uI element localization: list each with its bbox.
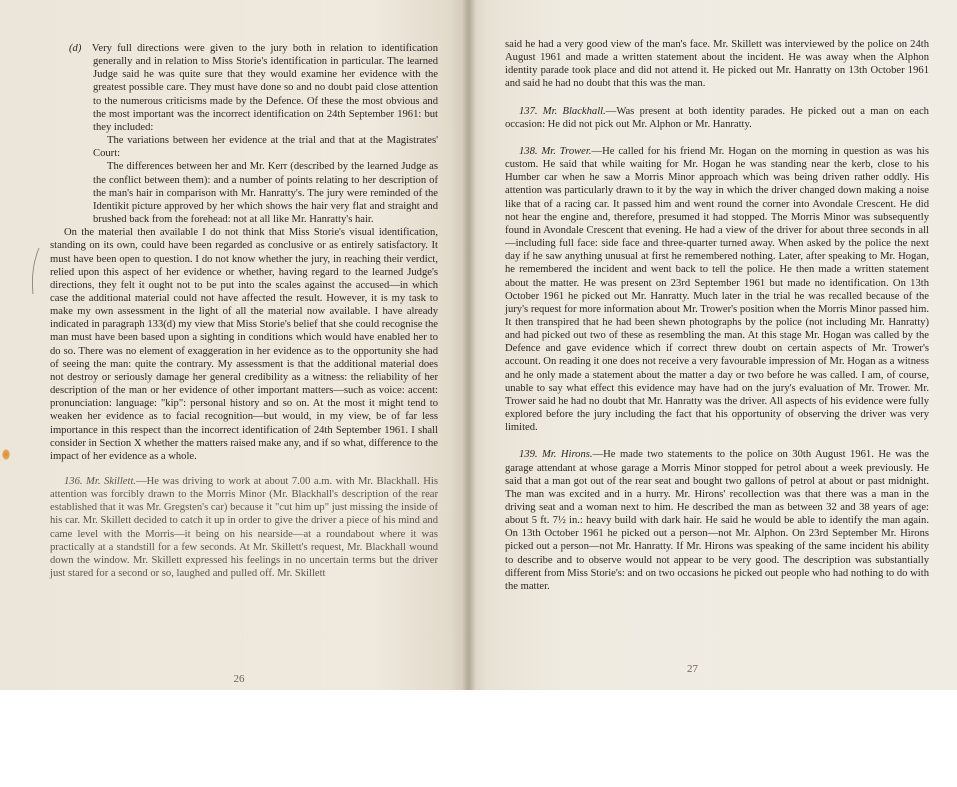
paragraph-d-label: (d) [69, 43, 82, 54]
paragraph-d [50, 42, 438, 134]
sub-paragraph-differences: The differences between her and Mr. Kerr (described by the learned Judge as the conflict between them): and a number of points relating to her description of the man's hair in comparison with Mr. Hanratty's. The jury were reminded of the Identikit picture approved by her which shows the hair very flat and straight and brushed back from the forehead: not at all like Mr. Hanratty's hair. [93, 161, 438, 226]
paragraph-d-text: Very full directions were given to the jury both in relation to identification generally and in relation to Miss Storie's identification in particular. The learned Judge said he was quite sure that they would examine her evidence with the greatest possible care. They must have done so and no doubt paid close attention to the numerous criticisms made by the Defence. Of these the most obvious and the most important was the incorrect identification on 24th September 1961: but they included: [91, 43, 439, 133]
paragraph-material: On the material then available I do not think that Miss Storie's visual identification, standing on its own, could have been regarded as conclusive or as entirely satisfactory. It must have been open to question. I do not know whether the jury, in reaching their verdict, relied upon this aspect of her evidence or whether, having regard to the learned Judge's directions, they felt it ought not to be put into the scales against the accused—in which case the additional material could not have affected the result. However, it is my task to make my own assessment in the light of all the material now available. I have already indicated in paragraph 133(d) my view that Miss Storie's belief that she could recognise the man must have been based upon a sighting in conditions which would have enabled her to do so. There was no element of exaggeration in her evidence as to the opportunity she had of seeing the man: quite the contrary. My assessment is that the additional material does not destroy or seriously damage her general credibility as a witness: the reliability of her description of the man or her evidence of other important matters—such as voice: accent: pronunciation: language: "kip": personal history and so on. At the most it might tend to weaken her evidence as to facial recognition—but would, in my view, be of far less importance in this respect than the incorrect identification of 24th September 1961. I shall consider in Section X whether the matters raised make any, and if so what, difference to the impact of her evidence as a whole. [50, 227, 439, 462]
paragraph-138 [505, 145, 929, 434]
paragraph-137 [505, 105, 929, 131]
paragraph-136 [50, 475, 438, 580]
paragraph-138-text: —He called for his friend Mr. Hogan on the morning in question as was his custom. He said that while waiting for Mr. Hogan he was standing near the kerb, close to his Humber car when he saw a Morris Minor approach which was being driven rather oddly. His attention was particularly drawn to it by the way in which the driver changed down making a noise like that of a racing car. It passed him and went round the corner into Avondale Crescent. He did not hear the engine and, therefore, presumed it had stopped. The Morris Minor was subsequently found in Avondale Crescent that evening. He had a view of the driver for about three seconds in all—including full face: side face and three-quarter turned away. When asked by the police the next day if he saw anything unusual at first he remembered nothing. Later, after speaking to Mr. Hogan, he remembered the incident and went back to tell the police. He then made a written statement about the matter. He was present on 23rd September 1961 but made no identification. On 13th October 1961 he picked out Mr. Hanratty. Much later in the trial he was recalled because of the jury's request for more information about Mr. Trower's position when the Morris Minor passed him. It then transpired that he had been shewn photographs by the police (not including Mr. Hanratty) and had picked out two of these as resembling the man. At this stage Mr. Hogan was called by the Defence and gave evidence which if correct threw doubt on certain aspects of Mr. Trower's account. On reading it one does not receive a very favourable impression of Mr. Hogan as a witness and he only made a statement about the matter a day or two before he was called. I am, of course, unable to say what effect this evidence may have had on the jury's evaluation of Mr. Trower. Mr. Trower said he had no doubt that Mr. Hanratty was the driver. All aspects of his evidence were fully explored before the jury including the fact that his opportunity of observing the driver was very limited. [505, 145, 929, 434]
paragraph-continued: said he had a very good view of the man's face. Mr. Skillett was interviewed by the police on 24th August 1961 and made a written statement about the incident. He was away when the Alphon identity parade took place and did not attend it. He picked out Mr. Hanratty on 13th October 1961 and said he had no doubt that this was the man. [505, 39, 929, 90]
paragraph-138-heading: 138. Mr. Trower. [519, 145, 592, 157]
paragraph-139-heading: 139. Mr. Hirons. [519, 449, 593, 461]
paragraph-136-heading: 136. Mr. Skillett. [64, 476, 137, 487]
paragraph-136-text: —He was driving to work at about 7.00 a.m. with Mr. Blackhall. His attention was forcibly drawn to the Morris Minor (Mr. Blackhall's description of the rear established that it was Mr. Gregsten's car) because it "cut him up" just missing the inside of his car. Mr. Skillett decided to catch it up in order to give the driver a piece of his mind and came level with the Morris—it being on his nearside—at a roundabout where it was practically at a standstill for a few seconds. At Mr. Skillett's request, Mr. Blackhall wound down the window. Mr. Skillett expressed his feelings in no uncertain terms but the driver just stared for a second or so, laughed and pulled off. Mr. Skillett [50, 476, 438, 580]
book-gutter [462, 0, 476, 690]
margin-stain [2, 449, 10, 460]
page-number-right: 27 [687, 662, 698, 675]
left-page [0, 0, 468, 690]
paragraph-139 [505, 448, 929, 593]
paragraph-139-text: —He made two statements to the police on 30th August 1961. He was the garage attendant at whose garage a Morris Minor stopped for petrol about a week previously. He said that a man got out of the rear seat and bought two gallons of petrol at about or past midnight. The man was excited and in a hurry. Mr. Hirons' recollection was that there was a man in the driving seat and a woman next to him. He described the man as between 32 and 38 years of age: about 5 ft. 7½ in.: heavy build with dark hair. He said he would be able to identify the man again. On 13th October 1961 he picked out a person—not Mr. Alphon. On 23rd September Mr. Hirons picked out a person—not Mr. Hanratty. If Mr. Hirons was speaking of the same incident his ability to describe and to observe would not appear to be very good. The description was substantially different from Miss Storie's: and on two occasions he picked out people who had nothing to do with the matter. [505, 449, 929, 592]
paragraph-137-text: —Was present at both identity parades. He picked out a man on each occasion: He did not pick out Mr. Alphon or Mr. Hanratty. [505, 105, 929, 130]
pencil-mark [28, 246, 42, 296]
sub-paragraph-variations: The variations between her evidence at the trial and that at the Magistrates' Court: [93, 135, 438, 160]
page-number-left: 26 [233, 672, 245, 685]
right-page [468, 0, 957, 690]
paragraph-137-heading: 137. Mr. Blackhall. [519, 105, 606, 117]
